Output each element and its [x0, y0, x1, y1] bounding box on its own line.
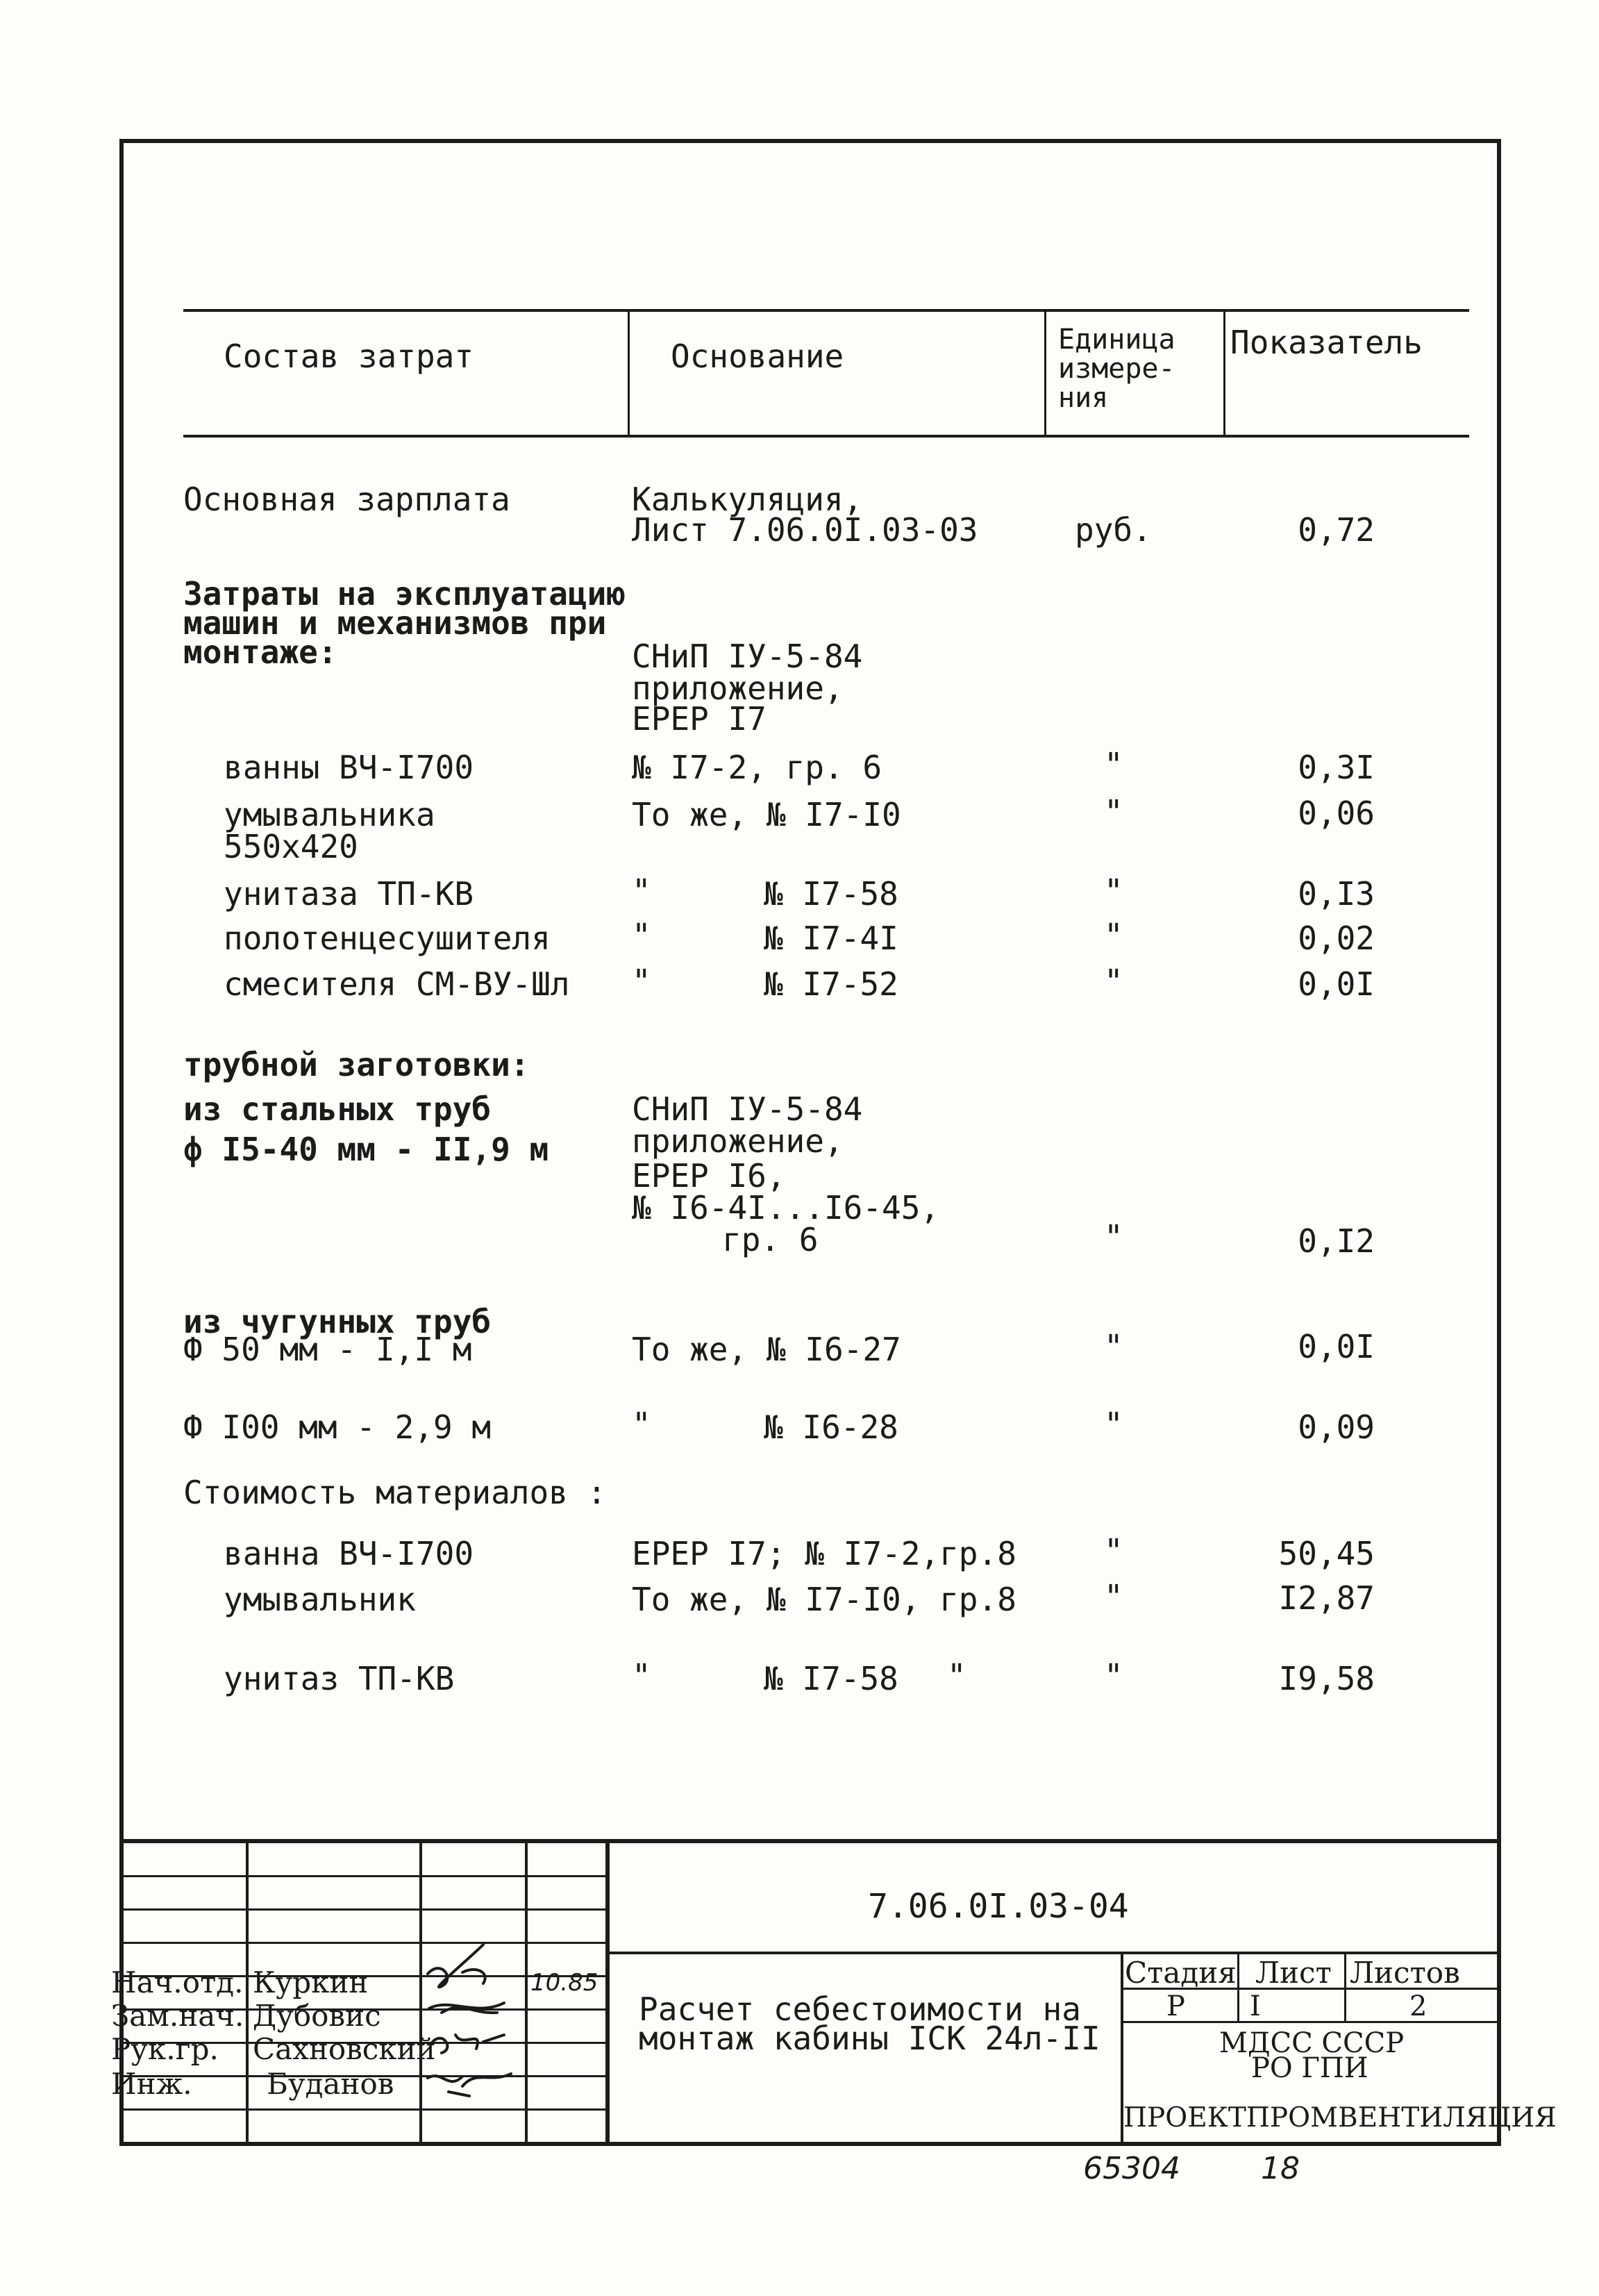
stamp-sheet-label: Лист [1255, 1956, 1332, 1990]
row-value: 0,0I [1298, 965, 1375, 1003]
row-unit: " [1104, 746, 1123, 783]
row-name: унитаз ТП-КВ [224, 1660, 455, 1697]
ditto-mark: " [632, 1657, 651, 1695]
footer-number: 65304 [1083, 2151, 1180, 2186]
row-name: умывальника [224, 796, 435, 833]
row-unit: " [1104, 917, 1123, 954]
row-basis: СНиП IУ-5-84 [632, 638, 863, 675]
footer-page: 18 [1261, 2151, 1300, 2186]
row-value: 0,I2 [1298, 1222, 1375, 1260]
handwritten-signatures [421, 1931, 525, 2139]
section-title: монтаже: [183, 633, 337, 671]
row-basis: № I7-4I [764, 920, 898, 957]
row-value: 0,I3 [1298, 875, 1375, 913]
header-indicator: Показатель [1230, 324, 1423, 361]
row-basis: гр. 6 [722, 1221, 819, 1258]
row-unit: " [1104, 1328, 1123, 1365]
stamp-divider [525, 1840, 528, 2143]
stamp-role: Зам.нач. [111, 1999, 244, 2033]
stamp-sheet: I [1250, 1990, 1261, 2022]
row-value: I2,87 [1278, 1579, 1375, 1617]
row-basis: № I7-2, гр. 6 [632, 749, 882, 786]
row-unit: " [1104, 872, 1123, 910]
header-unit-3: ния [1058, 382, 1109, 414]
row-name: смесителя СМ-ВУ-Шл [224, 965, 570, 1003]
row-value: 50,45 [1278, 1535, 1375, 1572]
stamp-role: Инж. [111, 2067, 192, 2101]
stamp-sheets-label: Листов [1350, 1956, 1460, 1990]
row-basis: Калькуляция, [632, 481, 863, 518]
header-top-rule [183, 309, 1469, 312]
row-basis: № I6-4I...I6-45, [632, 1189, 940, 1226]
row-basis: № I7-52 [764, 965, 898, 1003]
stamp-grid-rule [119, 2108, 607, 2111]
stamp-name: Сахновский [253, 2032, 436, 2066]
stamp-title: Расчет себестоимости на [639, 1990, 1081, 2028]
stamp-name: Дубовис [253, 1999, 381, 2033]
section-title: Затраты на эксплуатацию [183, 575, 626, 613]
stamp-organization: ПРОЕКТПРОМВЕНТИЛЯЦИЯ [1123, 2102, 1557, 2133]
stamp-top-rule [119, 1839, 1501, 1843]
stamp-bottom-rule [119, 2142, 1501, 2146]
stamp-name: Буданов [267, 2067, 394, 2101]
row-name: Основная зарплата [183, 481, 510, 518]
row-name: из стальных труб [183, 1090, 492, 1128]
ditto-mark: " [632, 963, 651, 1000]
row-value: I9,58 [1278, 1660, 1375, 1697]
stamp-name: Куркин [253, 1965, 369, 1999]
row-basis: ЕРЕР I6, [632, 1157, 786, 1195]
section-title: машин и механизмов при [183, 604, 607, 642]
row-name: ф I5-40 мм - II,9 м [183, 1131, 549, 1168]
row-value: 0,3I [1298, 749, 1375, 786]
stamp-date: 10.85 [530, 1969, 598, 1997]
row-name: унитаза ТП-КВ [224, 875, 474, 913]
row-name: ванна ВЧ-I700 [224, 1535, 474, 1572]
row-value: 0,09 [1298, 1408, 1375, 1446]
header-cost-composition: Состав затрат [224, 338, 474, 375]
header-bottom-rule [183, 435, 1469, 438]
row-basis: № I6-28 [764, 1408, 898, 1446]
row-name: Ф 50 мм - I,I м [183, 1331, 472, 1368]
stamp-sheets: 2 [1409, 1990, 1428, 2022]
header-divider-2 [1044, 309, 1046, 435]
row-unit: " [1104, 1578, 1123, 1615]
row-name: Ф I00 мм - 2,9 м [183, 1408, 492, 1446]
ditto-mark: " [632, 1406, 651, 1443]
row-unit: " [1104, 963, 1123, 1000]
row-basis: То же, № I7-I0 [632, 796, 901, 833]
stamp-role: Нач.отд. [111, 1965, 244, 1999]
row-basis: То же, № I6-27 [632, 1331, 901, 1368]
stamp-title: монтаж кабины ICК 24л-II [639, 2020, 1100, 2057]
section-title: трубной заготовки: [183, 1046, 530, 1083]
stamp-stage-label: Стадия [1125, 1956, 1237, 1990]
header-divider-1 [628, 309, 630, 435]
row-basis: приложение, [632, 669, 844, 707]
header-unit-2: измере- [1058, 353, 1175, 385]
row-unit: " [1104, 1218, 1123, 1256]
header-divider-3 [1223, 309, 1225, 435]
row-basis: СНиП IУ-5-84 [632, 1090, 863, 1128]
ditto-mark: " [947, 1657, 966, 1695]
row-basis: приложение, [632, 1122, 844, 1160]
row-unit: " [1104, 1657, 1123, 1695]
stamp-divider [246, 1840, 249, 2143]
stamp-divider [605, 1840, 610, 2143]
row-basis: То же, № I7-I0, гр.8 [632, 1581, 1016, 1618]
row-basis: Лист 7.06.0I.03-03 [632, 511, 978, 549]
stamp-organization: МДСС СССР [1219, 2027, 1405, 2059]
row-basis: ЕРЕР I7 [632, 700, 767, 738]
row-name: 550х420 [224, 828, 358, 865]
row-value: 0,0I [1298, 1328, 1375, 1365]
ditto-mark: " [632, 917, 651, 954]
row-unit: " [1104, 1532, 1123, 1570]
row-unit: " [1104, 1406, 1123, 1443]
stamp-role: Рук.гр. [111, 2032, 219, 2066]
header-basis: Основание [671, 338, 844, 375]
row-basis: № I7-58 [764, 1660, 898, 1697]
row-name: полотенцесушителя [224, 920, 551, 957]
stamp-organization: РО ГПИ [1251, 2052, 1368, 2084]
stamp-stage: Р [1166, 1990, 1185, 2022]
row-value: 0,72 [1298, 511, 1375, 549]
stamp-grid-rule [119, 1908, 607, 1911]
row-name: умывальник [224, 1581, 416, 1618]
row-unit: руб. [1075, 511, 1152, 549]
document-code: 7.06.0I.03-04 [868, 1887, 1129, 1926]
row-name: ванны ВЧ-I700 [224, 749, 474, 786]
row-name: из чугунных труб [183, 1303, 492, 1340]
row-basis: ЕРЕР I7; № I7-2,гр.8 [632, 1535, 1016, 1572]
row-value: 0,02 [1298, 920, 1375, 957]
ditto-mark: " [632, 872, 651, 910]
stamp-grid-rule [119, 1875, 607, 1877]
stamp-grid-rule [119, 1942, 607, 1944]
header-unit-1: Единица [1058, 324, 1175, 356]
row-value: 0,06 [1298, 795, 1375, 832]
row-unit: " [1104, 793, 1123, 831]
section-title: Стоимость материалов : [183, 1474, 607, 1511]
row-basis: № I7-58 [764, 875, 898, 913]
stamp-code-rule [607, 1952, 1501, 1954]
